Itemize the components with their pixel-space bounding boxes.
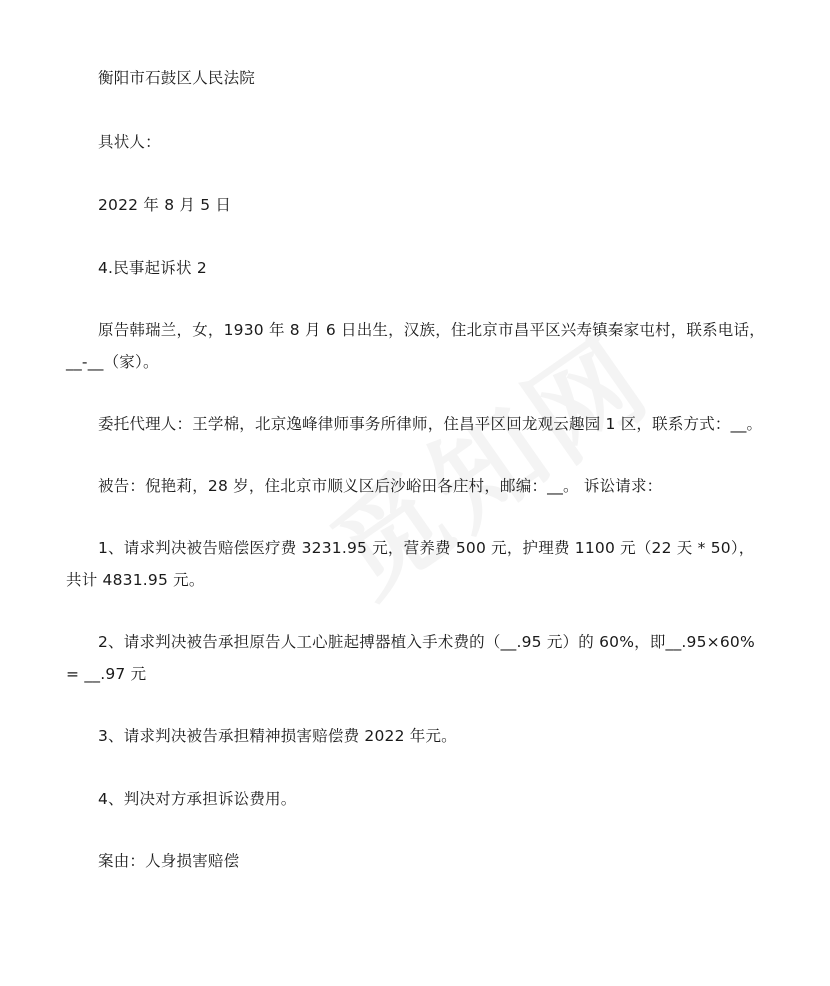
agent-info: 委托代理人：王学棉，北京逸峰律师事务所律师，住昌平区回龙观云趣园 1 区，联系方式：__。 (98, 415, 763, 433)
plaintiff-info: 原告韩瑞兰，女，1930 年 8 月 6 日出生，汉族，住北京市昌平区兴寿镇秦家屯村，联系电话，__-__（家）。 (66, 321, 765, 371)
case-cause: 案由：人身损害赔偿 (98, 852, 240, 870)
filing-date: 2022 年 8 月 5 日 (98, 196, 232, 214)
section-title: 4.民事起诉状 2 (98, 259, 207, 277)
court-name: 衡阳市石鼓区人民法院 (98, 69, 256, 87)
defendant-info: 被告：倪艳莉，28 岁，住北京市顺义区后沙峪田各庄村，邮编：__。 诉讼请求： (98, 477, 663, 495)
claim-2: 2、请求判决被告承担原告人工心脏起搏器植入手术费的（__.95 元）的 60%，即__.95×60% = __.97 元 (66, 633, 755, 683)
petitioner-label: 具状人： (98, 133, 161, 151)
claim-3: 3、请求判决被告承担精神损害赔偿费 2022 年元。 (98, 727, 457, 745)
claim-1: 1、请求判决被告赔偿医疗费 3231.95 元，营养费 500 元，护理费 1100 元（22 天 * 50），共计 4831.95 元。 (66, 539, 755, 589)
claim-4: 4、判决对方承担诉讼费用。 (98, 790, 297, 808)
